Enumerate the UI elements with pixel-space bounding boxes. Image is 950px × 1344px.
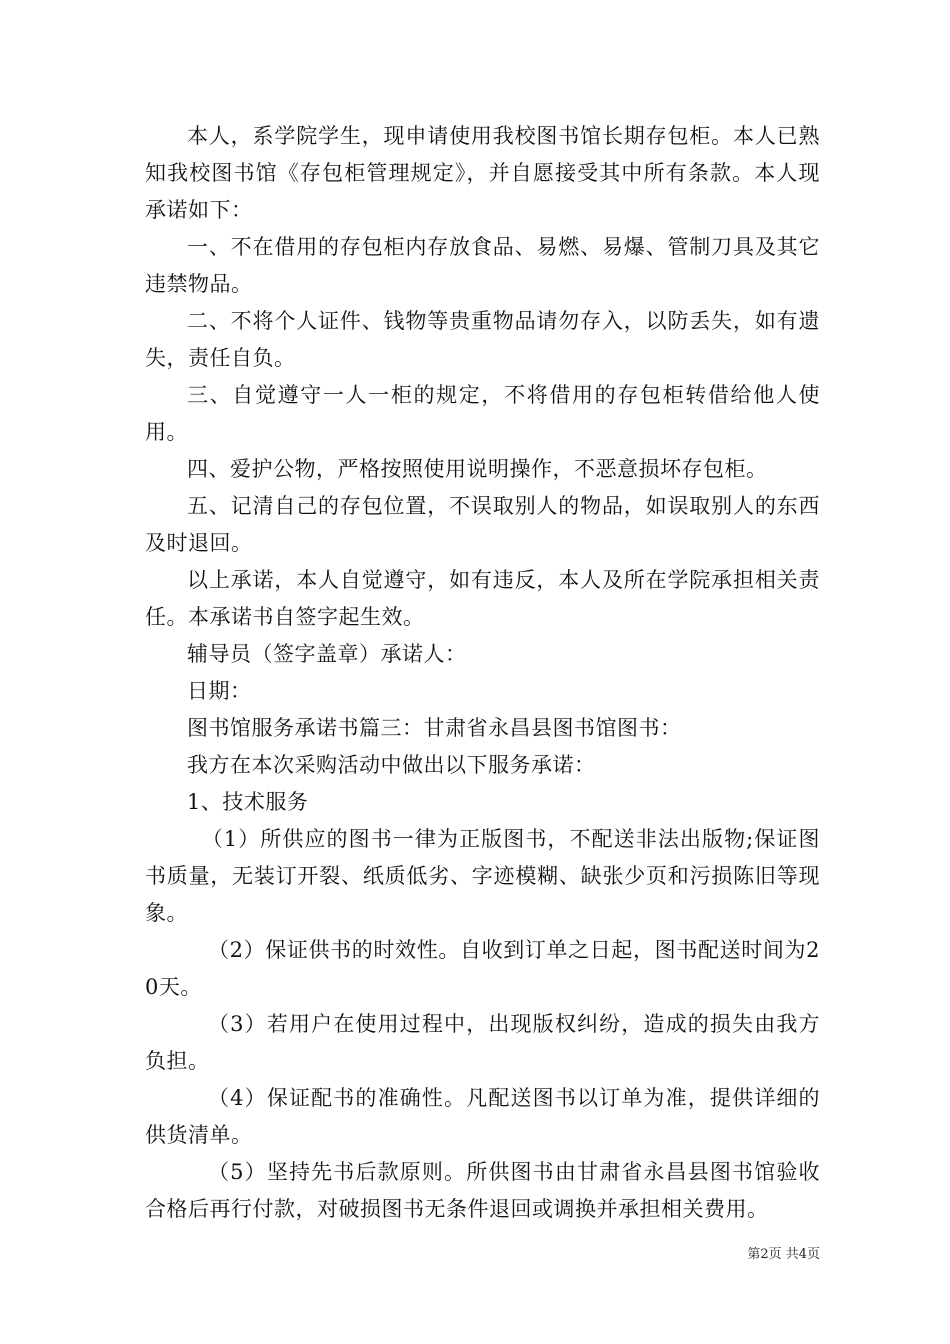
paragraph-item-5: 五、记清自己的存包位置，不误取别人的物品，如误取别人的东西及时退回。: [145, 494, 820, 555]
page-number: 第2页 共4页: [747, 1247, 820, 1262]
date-line: 日期：: [187, 679, 252, 703]
paragraph-intro: 本人，系学院学生，现申请使用我校图书馆长期存包柜。本人已熟知我校图书馆《存包柜管理规定》，并自愿接受其中所有条款。本人现承诺如下：: [145, 124, 820, 222]
service-item-3: （3）若用户在使用过程中，出现版权纠纷，造成的损失由我方负担。: [145, 1012, 820, 1073]
service-item-2: （2）保证供书的时效性。自收到订单之日起，图书配送时间为20天。: [145, 938, 820, 999]
service-item-1: （1）所供应的图书一律为正版图书，不配送非法出版物;保证图书质量，无装订开裂、纸质低劣、字迹模糊、缺张少页和污损陈旧等现象。: [145, 827, 820, 925]
paragraph-service-intro: 我方在本次采购活动中做出以下服务承诺：: [187, 753, 596, 777]
signature-line: 辅导员（签字盖章）承诺人：: [187, 642, 467, 666]
section-heading: 图书馆服务承诺书篇三：甘肃省永昌县图书馆图书：: [187, 716, 682, 740]
paragraph-item-3: 三、自觉遵守一人一柜的规定，不将借用的存包柜转借给他人使用。: [145, 383, 820, 444]
paragraph-item-4: 四、爱护公物，严格按照使用说明操作，不恶意损坏存包柜。: [187, 457, 768, 481]
paragraph-commitment: 以上承诺，本人自觉遵守，如有违反，本人及所在学院承担相关责任。本承诺书自签字起生效。: [145, 568, 820, 629]
service-item-4: （4）保证配书的准确性。凡配送图书以订单为准，提供详细的供货清单。: [145, 1086, 820, 1147]
service-item-5: （5）坚持先书后款原则。所供图书由甘肃省永昌县图书馆验收合格后再行付款，对破损图书无条件退回或调换并承担相关费用。: [145, 1160, 820, 1221]
paragraph-item-1: 一、不在借用的存包柜内存放食品、易燃、易爆、管制刀具及其它违禁物品。: [145, 235, 820, 296]
paragraph-item-2: 二、不将个人证件、钱物等贵重物品请勿存入，以防丢失，如有遗失，责任自负。: [145, 309, 820, 370]
subheading-technical-service: 1、技术服务: [187, 790, 309, 814]
document-body: [145, 118, 820, 1228]
